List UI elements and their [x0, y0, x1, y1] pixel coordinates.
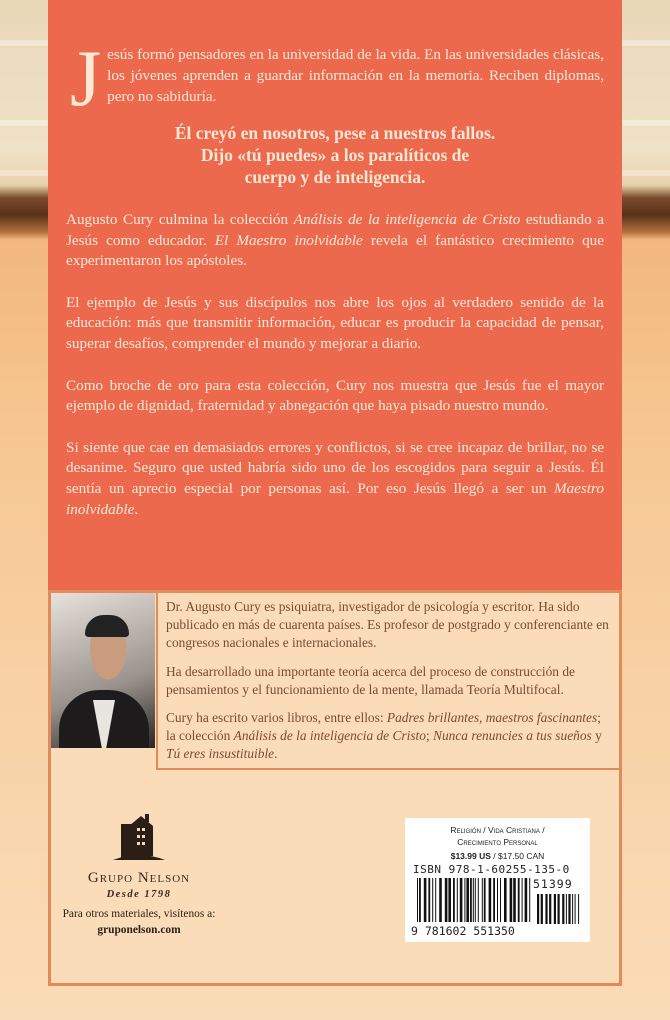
barcode-bar	[578, 894, 579, 924]
text: .	[134, 500, 139, 518]
barcode-bar	[466, 878, 469, 922]
barcode-bar	[525, 878, 528, 922]
barcode-bar	[537, 894, 539, 924]
book-title: Maestro inolvidable	[66, 479, 604, 518]
publisher-name: Grupo Nelson	[87, 870, 191, 886]
barcode-bar	[419, 878, 421, 922]
book-title: Análisis de la inteligencia de Cristo	[233, 728, 426, 744]
barcode-addon-number: 51399	[533, 877, 573, 891]
intro-text: esús formó pensadores en la universidad de la vida. En las universidades clásicas, los jóvenes aprenden a guardar información en la memoria. Reciben diplomas, pero no sabiduría.	[107, 46, 604, 105]
barcode-bar	[558, 894, 560, 924]
barcode-bar	[473, 878, 474, 922]
quote-line: cuerpo y de inteligencia.	[244, 167, 426, 187]
price-us: $13.99 US	[450, 851, 491, 861]
text: y	[591, 728, 602, 744]
barcode-bar	[513, 878, 516, 922]
drop-cap: J	[70, 35, 102, 123]
paragraph	[66, 210, 604, 272]
barcode-bar	[545, 894, 547, 924]
barcode-bar	[500, 878, 501, 922]
barcode-bar	[575, 894, 576, 924]
text: Si siente que cae en demasiados errores y conflictos, si se cree incapaz de brillar, no se desanime. Seguro que usted habría sido uno de los escogidos para seguir a Jesús. Él sentía un aprecio especial por personas así. Por eso Jesús llegó a ser un	[66, 438, 604, 497]
category	[405, 824, 590, 848]
text: ;	[425, 728, 434, 744]
barcode-bar	[489, 878, 492, 922]
barcode-bar	[428, 878, 430, 922]
barcode-bar	[566, 894, 567, 924]
barcode-number: 9 781602 551350	[411, 924, 515, 938]
book-title: Nunca renuncies a tus sueños	[433, 728, 592, 744]
barcode-bar	[453, 878, 455, 922]
barcode-bar	[484, 878, 486, 922]
barcode-bar	[435, 878, 436, 922]
barcode-bar	[522, 878, 523, 922]
text: .	[274, 746, 278, 762]
book-title: Tú eres insustituible	[166, 746, 275, 762]
barcode-bar	[518, 878, 520, 922]
publisher-url[interactable]: gruponelson.com	[97, 924, 181, 936]
barcode-bar	[510, 878, 513, 922]
author-photo	[51, 593, 155, 748]
barcode-bar	[475, 878, 476, 922]
barcode-bar	[497, 878, 498, 922]
barcode-bar	[493, 878, 495, 922]
category-line: Religión / Vida Cristiana /	[450, 825, 545, 835]
barcode-bar	[541, 894, 543, 924]
book-title: Padres brillantes, maestros fascinantes	[386, 710, 598, 726]
synopsis-body	[66, 210, 604, 520]
text: Augusto Cury culmina la colección	[66, 211, 294, 228]
text: Cury ha escrito varios libros, entre ellos:	[166, 710, 387, 726]
quote-line: Dijo «tú puedes» a los paralíticos de	[200, 145, 470, 165]
book-title: Análisis de la inteligencia de Cristo	[293, 211, 521, 228]
visit-text: Para otros materiales, visítenos a:	[62, 908, 216, 920]
bio-paragraph	[166, 709, 609, 764]
barcode-bar	[470, 878, 472, 922]
barcode-bar	[482, 878, 483, 922]
author-bio	[156, 593, 619, 770]
barcode-bar	[439, 878, 442, 922]
quote-line: Él creyó en nosotros, pese a nuestros fallos.	[174, 123, 496, 143]
paragraph: El ejemplo de Jesús y sus discípulos nos abre los ojos al verdadero sentido de la educación: más que transmitir información, educar es producir la capacidad de pensar, superar desafíos, comprender el mundo y mejorar a diario.	[66, 293, 604, 352]
pull-quote	[66, 122, 604, 188]
barcode-bar	[478, 878, 479, 922]
barcode-bar	[417, 878, 418, 922]
isbn-number: ISBN 978-1-60255-135-0	[413, 863, 570, 876]
text: estudiando a Jesús como educador.	[66, 211, 605, 249]
barcode-bar	[529, 878, 530, 922]
barcode-bar	[549, 894, 551, 924]
isbn-box	[405, 818, 590, 942]
intro-paragraph	[70, 35, 604, 123]
house-icon	[109, 812, 169, 862]
barcode-bar	[460, 878, 463, 922]
barcode-bar	[572, 894, 573, 924]
text: ; la colección	[166, 710, 601, 744]
publisher-since: Desde 1798	[106, 889, 172, 900]
paragraph: Como broche de oro para esta colección, Cury nos muestra que Jesús fue el mayor ejemplo de dignidad, fraternidad y abnegación que haya pisado nuestro mundo.	[66, 376, 604, 415]
barcode-bar	[445, 878, 448, 922]
book-title: El Maestro inolvidable	[214, 231, 363, 249]
synopsis-panel	[48, 0, 622, 590]
bio-paragraph: Ha desarrollado una importante teoría acerca del proceso de construcción de pensamientos y el funcionamiento de la mente, llamada Teoría Multifocal.	[166, 663, 575, 697]
category-line: Crecimiento Personal	[457, 837, 538, 847]
price	[405, 851, 590, 862]
price-can: / $17.50 CAN	[490, 851, 545, 861]
barcode-bar	[562, 894, 564, 924]
paragraph	[66, 438, 604, 520]
barcode-bar	[568, 894, 570, 924]
text: revela el fantástico crecimiento que experimentaron los apóstoles.	[66, 231, 605, 270]
barcode-bar	[464, 878, 465, 922]
publisher-block	[54, 812, 224, 938]
barcode-bar	[448, 878, 451, 922]
publisher-visit	[54, 906, 224, 938]
barcode-bar	[554, 894, 556, 924]
barcode-bar	[504, 878, 507, 922]
barcode-bar	[432, 878, 433, 922]
barcode-bar	[457, 878, 458, 922]
publisher-logo	[54, 812, 224, 901]
bio-paragraph: Dr. Augusto Cury es psiquiatra, investigador de psicología y escritor. Ha sido publicado en más de cuarenta países. Es profesor de postgrado y conferenciante en congresos nacionales e internacionales.	[166, 599, 609, 651]
barcode-bar	[424, 878, 427, 922]
